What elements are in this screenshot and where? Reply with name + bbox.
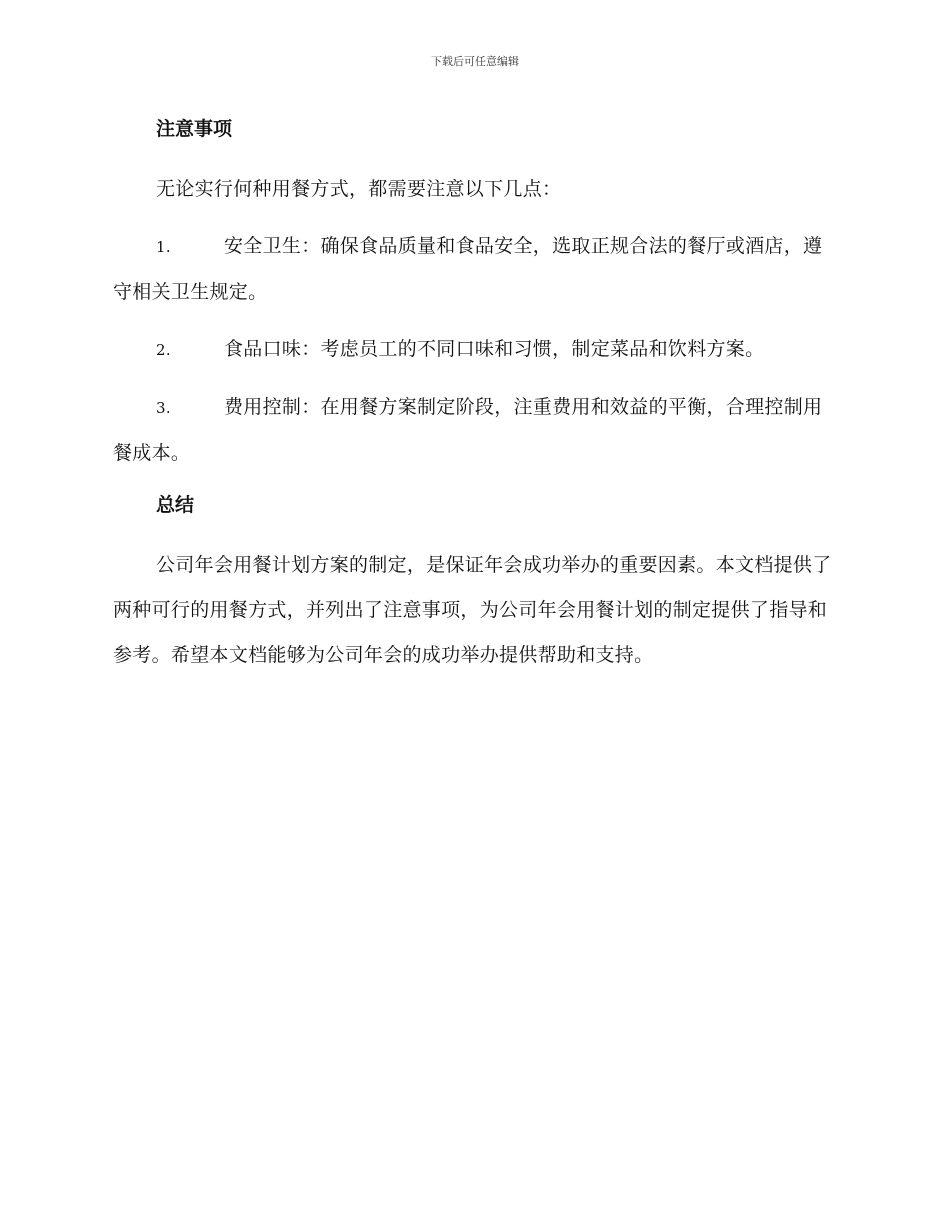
notes-intro: 无论实行何种用餐方式，都需要注意以下几点： — [156, 178, 562, 200]
list-item — [113, 385, 835, 476]
list-number: 3. — [156, 399, 171, 417]
list-item — [113, 224, 835, 315]
list-text: 费用控制：在用餐方案制定阶段，注重费用和效益的平衡，合理控制用餐成本。 — [113, 396, 823, 464]
list-number: 2. — [156, 341, 171, 359]
list-number: 1. — [156, 238, 171, 256]
list-text: 食品口味：考虑员工的不同口味和习惯，制定菜品和饮料方案。 — [224, 338, 765, 360]
document-body — [113, 112, 835, 690]
page-header: 下载后可任意编辑 — [431, 55, 519, 68]
summary-paragraph: 公司年会用餐计划方案的制定，是保证年会成功举办的重要因素。本文档提供了两种可行的用餐方式，并列出了注意事项，为公司年会用餐计划的制定提供了指导和参考。希望本文档能够为公司年会的成功举办提供帮助和支持。 — [113, 554, 832, 666]
list-item — [113, 327, 835, 373]
list-text: 安全卫生：确保食品质量和食品安全，选取正规合法的餐厅或酒店，遵守相关卫生规定。 — [113, 235, 823, 303]
section-title-notes: 注意事项 — [156, 118, 233, 140]
section-title-summary: 总结 — [156, 494, 195, 516]
